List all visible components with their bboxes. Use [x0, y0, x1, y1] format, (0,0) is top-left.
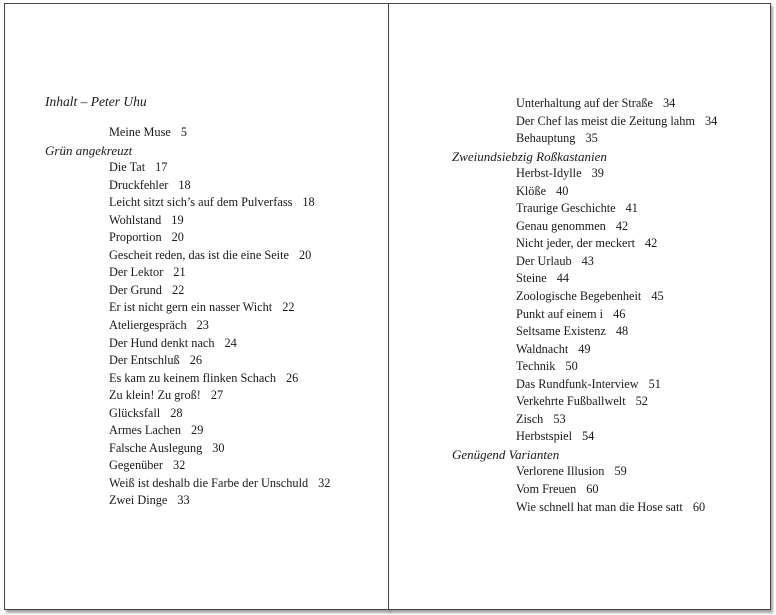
toc-entry-page: 32	[318, 475, 331, 490]
toc-entry-page: 30	[212, 440, 225, 455]
toc-entry-title: Armes Lachen	[109, 423, 182, 438]
toc-entry-title: Punkt auf einem i	[516, 306, 604, 321]
toc-entry	[452, 113, 717, 131]
table-of-contents-continued	[452, 95, 717, 516]
book-spread	[4, 3, 771, 610]
toc-entry	[452, 183, 717, 201]
toc-entry-title: Es kam zu keinem flinken Schach	[109, 370, 276, 385]
toc-entry-page: 43	[581, 253, 594, 268]
toc-entry-page: 50	[565, 359, 578, 374]
toc-entry-page: 34	[662, 96, 676, 110]
toc-entry-page: 44	[556, 271, 570, 286]
toc-entry-page: 40	[556, 183, 569, 198]
toc-entry	[452, 200, 717, 218]
toc-entry	[452, 218, 717, 236]
toc-entry	[452, 165, 717, 183]
toc-entry	[452, 130, 717, 148]
toc-entry-title: Vom Freuen	[516, 482, 577, 497]
toc-entry-title: Ateliergespräch	[109, 318, 187, 333]
toc-entry-title: Technik	[516, 359, 556, 374]
toc-entry-page: 5	[180, 125, 187, 139]
toc-entry-title: Er ist nicht gern ein nasser Wicht	[109, 300, 273, 315]
toc-entry-title: Seltsame Existenz	[516, 324, 606, 339]
toc-entry-title: Das Rundfunk-Interview	[516, 376, 639, 391]
toc-entry	[452, 463, 717, 481]
toc-entry-title: Klöße	[516, 183, 547, 198]
toc-entry	[45, 229, 330, 247]
toc-entry	[45, 405, 330, 423]
toc-entry	[452, 306, 717, 324]
toc-entry-page: 39	[591, 166, 604, 181]
toc-entry	[45, 264, 330, 282]
toc-entry-title: Gescheit reden, das ist die eine Seite	[109, 247, 289, 262]
right-page	[388, 3, 771, 610]
toc-entry	[45, 282, 330, 300]
toc-entry-page: 21	[173, 265, 186, 280]
toc-entry	[452, 393, 717, 411]
toc-entry-title: Der Entschluß	[109, 353, 180, 368]
toc-entry	[45, 212, 330, 230]
toc-entry-title: Waldnacht	[516, 341, 569, 356]
toc-entry	[45, 194, 330, 212]
toc-entry-page: 48	[615, 324, 629, 339]
left-page	[4, 3, 389, 610]
toc-entry-title: Der Hund denkt nach	[109, 335, 215, 350]
toc-entry-title: Meine Muse	[109, 125, 171, 139]
toc-entry	[45, 475, 330, 493]
section-heading: Zweiundsiebzig Roßkastanien	[452, 148, 607, 164]
toc-entry-title: Der Grund	[109, 282, 162, 297]
toc-entry-title: Traurige Geschichte	[516, 201, 616, 216]
toc-entry-page: 60	[586, 482, 599, 497]
toc-entry	[45, 440, 330, 458]
toc-entry-title: Steine	[516, 271, 547, 286]
toc-entry	[452, 95, 717, 113]
toc-entry-page: 20	[171, 230, 184, 245]
toc-entry-page: 42	[615, 218, 629, 233]
toc-entry-title: Gegenüber	[109, 458, 163, 473]
toc-entry-title: Proportion	[109, 230, 162, 245]
toc-entry-title: Der Chef las meist die Zeitung lahm	[516, 113, 695, 128]
toc-entry-page: 28	[170, 405, 183, 420]
toc-entry-page: 51	[648, 376, 661, 391]
toc-entry-page: 24	[224, 335, 237, 350]
toc-entry-title: Zwei Dinge	[109, 493, 168, 508]
toc-entry	[452, 428, 717, 446]
toc-entry-page: 17	[155, 160, 168, 175]
toc-entry-page: 32	[172, 458, 186, 473]
toc-entry	[45, 492, 330, 510]
toc-entry	[45, 370, 330, 388]
toc-entry	[45, 159, 330, 177]
toc-entry	[452, 323, 717, 341]
toc-entry-page: 45	[651, 289, 664, 304]
toc-entry-page: 53	[553, 411, 566, 426]
toc-entry-page: 54	[582, 429, 595, 444]
toc-entry-title: Zu klein! Zu groß!	[109, 388, 201, 403]
toc-entry	[45, 317, 330, 335]
toc-entry	[452, 411, 717, 429]
toc-entry	[45, 299, 330, 317]
toc-entry-page: 29	[191, 423, 204, 438]
toc-entry-title: Der Urlaub	[516, 253, 572, 268]
toc-entry-page: 41	[625, 201, 638, 216]
toc-entry	[452, 253, 717, 271]
toc-entry	[452, 288, 717, 306]
toc-entry-title: Zoologische Begebenheit	[516, 289, 642, 304]
toc-entry	[45, 247, 330, 265]
toc-entry	[45, 352, 330, 370]
toc-entry-title: Falsche Auslegung	[109, 440, 203, 455]
toc-entry-page: 35	[585, 131, 598, 146]
toc-entry-page: 22	[282, 300, 295, 315]
toc-entry	[452, 358, 717, 376]
toc-entry	[452, 235, 717, 253]
toc-entry	[452, 376, 717, 394]
table-of-contents	[45, 92, 330, 510]
toc-entry	[452, 341, 717, 359]
toc-entry	[45, 124, 330, 142]
toc-entry	[45, 335, 330, 353]
toc-entry-title: Druckfehler	[109, 177, 169, 192]
toc-entry	[45, 457, 330, 475]
toc-entry-page: 20	[298, 247, 312, 262]
toc-entry-page: 59	[614, 464, 627, 479]
toc-entry-title: Behauptung	[516, 131, 576, 146]
toc-entry-title: Genau genommen	[516, 218, 606, 233]
toc-entry	[45, 177, 330, 195]
toc-entry	[452, 499, 717, 517]
toc-entry-page: 46	[613, 306, 626, 321]
toc-entry-page: 42	[645, 236, 658, 251]
toc-entry-page: 19	[171, 212, 184, 227]
toc-entry-page: 52	[635, 394, 648, 409]
toc-entry	[452, 481, 717, 499]
section-heading: Genügend Varianten	[452, 446, 560, 462]
toc-title: Inhalt – Peter Uhu	[45, 94, 147, 109]
toc-entry-title: Verlorene Illusion	[516, 464, 605, 479]
toc-entry-title: Verkehrte Fußballwelt	[516, 394, 626, 409]
toc-entry-title: Herbstspiel	[516, 429, 573, 444]
toc-entry-page: 22	[171, 282, 185, 297]
toc-entry-title: Weiß ist deshalb die Farbe der Unschuld	[109, 475, 309, 490]
toc-entry-page: 34	[704, 113, 718, 128]
toc-entry	[45, 387, 330, 405]
toc-entry-title: Wohlstand	[109, 212, 162, 227]
toc-entry	[452, 270, 717, 288]
toc-entry-title: Nicht jeder, der meckert	[516, 236, 635, 251]
toc-entry-title: Leicht sitzt sich’s auf dem Pulverfass	[109, 195, 293, 210]
toc-entry-page: 49	[578, 341, 591, 356]
toc-entry-page: 33	[177, 493, 190, 508]
toc-entry-title: Herbst-Idylle	[516, 166, 582, 181]
section-heading: Grün angekreuzt	[45, 142, 133, 158]
toc-entry-page: 26	[285, 370, 299, 385]
toc-entry-page: 18	[302, 195, 315, 210]
toc-entry-page: 18	[178, 177, 191, 192]
toc-entry-title: Der Lektor	[109, 265, 164, 280]
toc-entry-title: Zisch	[516, 411, 544, 426]
toc-entry-title: Glücksfall	[109, 405, 161, 420]
toc-entry-page: 27	[210, 388, 224, 403]
toc-entry-title: Die Tat	[109, 160, 146, 175]
toc-entry-page: 60	[692, 499, 706, 514]
toc-entry-title: Unterhaltung auf der Straße	[516, 96, 653, 110]
toc-entry-title: Wie schnell hat man die Hose satt	[516, 499, 683, 514]
toc-entry	[45, 422, 330, 440]
toc-entry-page: 26	[189, 353, 202, 368]
toc-entry-page: 23	[196, 318, 209, 333]
